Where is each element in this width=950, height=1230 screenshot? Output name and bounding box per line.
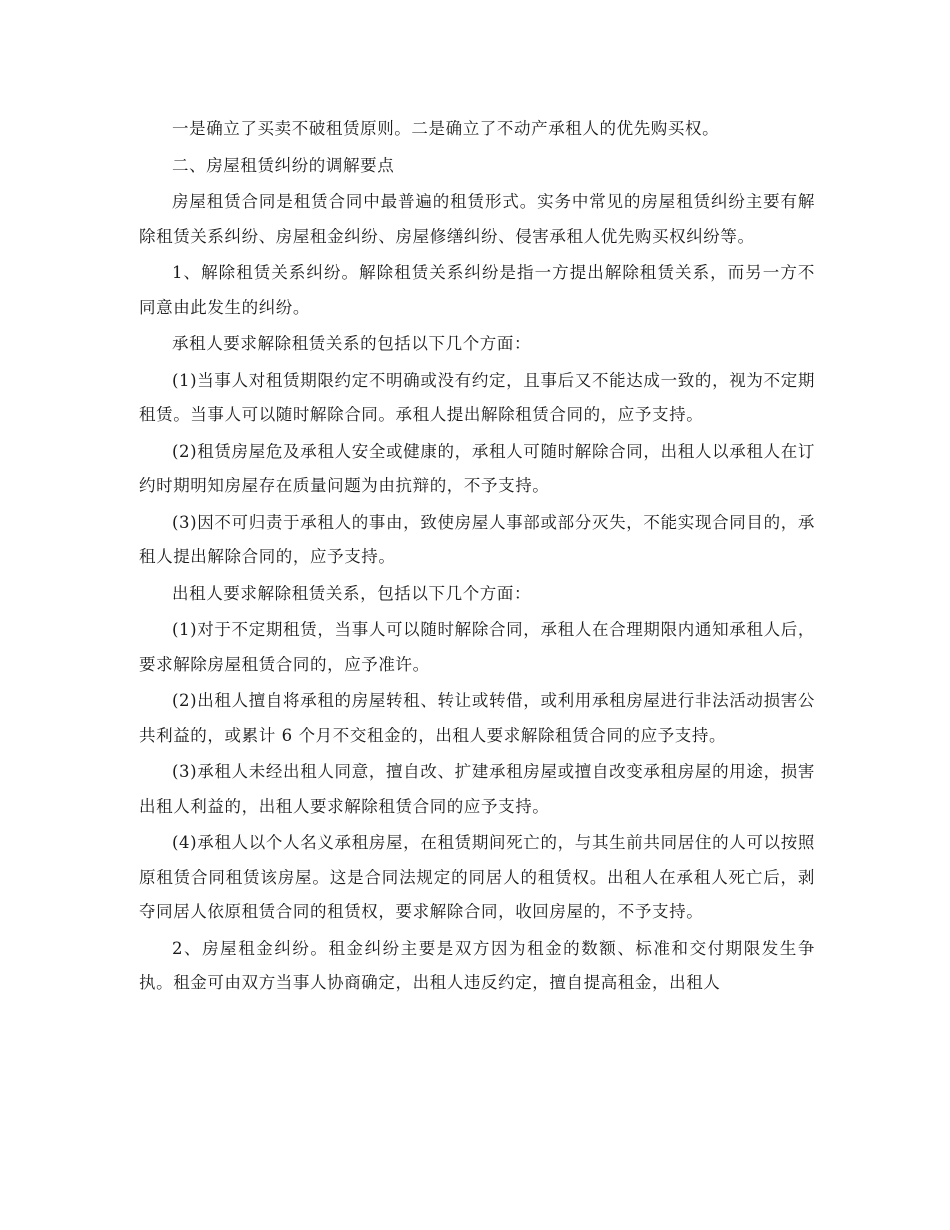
list-item: (3)因不可归责于承租人的事由，致使房屋人事部或部分灭失，不能实现合同目的，承租人提出解除合同的，应予支持。 bbox=[139, 512, 815, 566]
list-item: (4)承租人以个人名义承租房屋，在租赁期间死亡的，与其生前共同居住的人可以按照原租赁合同租赁该房屋。这是合同法规定的同居人的租赁权。出租人在承租人死亡后，剥夺同居人依原租赁合同的租赁权，要求解除合同，收回房屋的，不予支持。 bbox=[139, 833, 815, 921]
list-item: (1)对于不定期租赁，当事人可以随时解除合同，承租人在合理期限内通知承租人后，要求解除房屋租赁合同的，应予准许。 bbox=[139, 620, 815, 674]
list-item: (1)当事人对租赁期限约定不明确或没有约定，且事后又不能达成一致的，视为不定期租赁。当事人可以随时解除合同。承租人提出解除租赁合同的，应予支持。 bbox=[139, 370, 815, 424]
list-item: (2)租赁房屋危及承租人安全或健康的，承租人可随时解除合同，出租人以承租人在订约时期明知房屋存在质量问题为由抗辩的，不予支持。 bbox=[139, 441, 815, 495]
paragraph: 房屋租赁合同是租赁合同中最普遍的租赁形式。实务中常见的房屋租赁纠纷主要有解除租赁关系纠纷、房屋租金纠纷、房屋修缮纠纷、侵害承租人优先购买权纠纷等。 bbox=[139, 192, 815, 246]
document-body bbox=[139, 112, 815, 1003]
list-item: (2)出租人擅自将承租的房屋转租、转让或转借，或利用承租房屋进行非法活动损害公共利益的，或累计 6 个月不交租金的，出租人要求解除租赁合同的应予支持。 bbox=[139, 691, 815, 745]
paragraph: 一是确立了买卖不破租赁原则。二是确立了不动产承租人的优先购买权。 bbox=[172, 119, 720, 138]
paragraph: 2、房屋租金纠纷。租金纠纷主要是双方因为租金的数额、标准和交付期限发生争执。租金可由双方当事人协商确定，出租人违反约定，擅自提高租金，出租人 bbox=[139, 938, 815, 992]
paragraph: 承租人要求解除租赁关系的包括以下几个方面： bbox=[172, 334, 532, 353]
section-heading: 二、房屋租赁纠纷的调解要点 bbox=[172, 155, 395, 175]
paragraph: 出租人要求解除租赁关系，包括以下几个方面： bbox=[172, 583, 532, 603]
paragraph: 1、解除租赁关系纠纷。解除租赁关系纠纷是指一方提出解除租赁关系，而另一方不同意由此发生的纠纷。 bbox=[139, 263, 815, 317]
list-item: (3)承租人未经出租人同意，擅自改、扩建承租房屋或擅自改变承租房屋的用途，损害出租人利益的，出租人要求解除租赁合同的应予支持。 bbox=[139, 762, 815, 816]
